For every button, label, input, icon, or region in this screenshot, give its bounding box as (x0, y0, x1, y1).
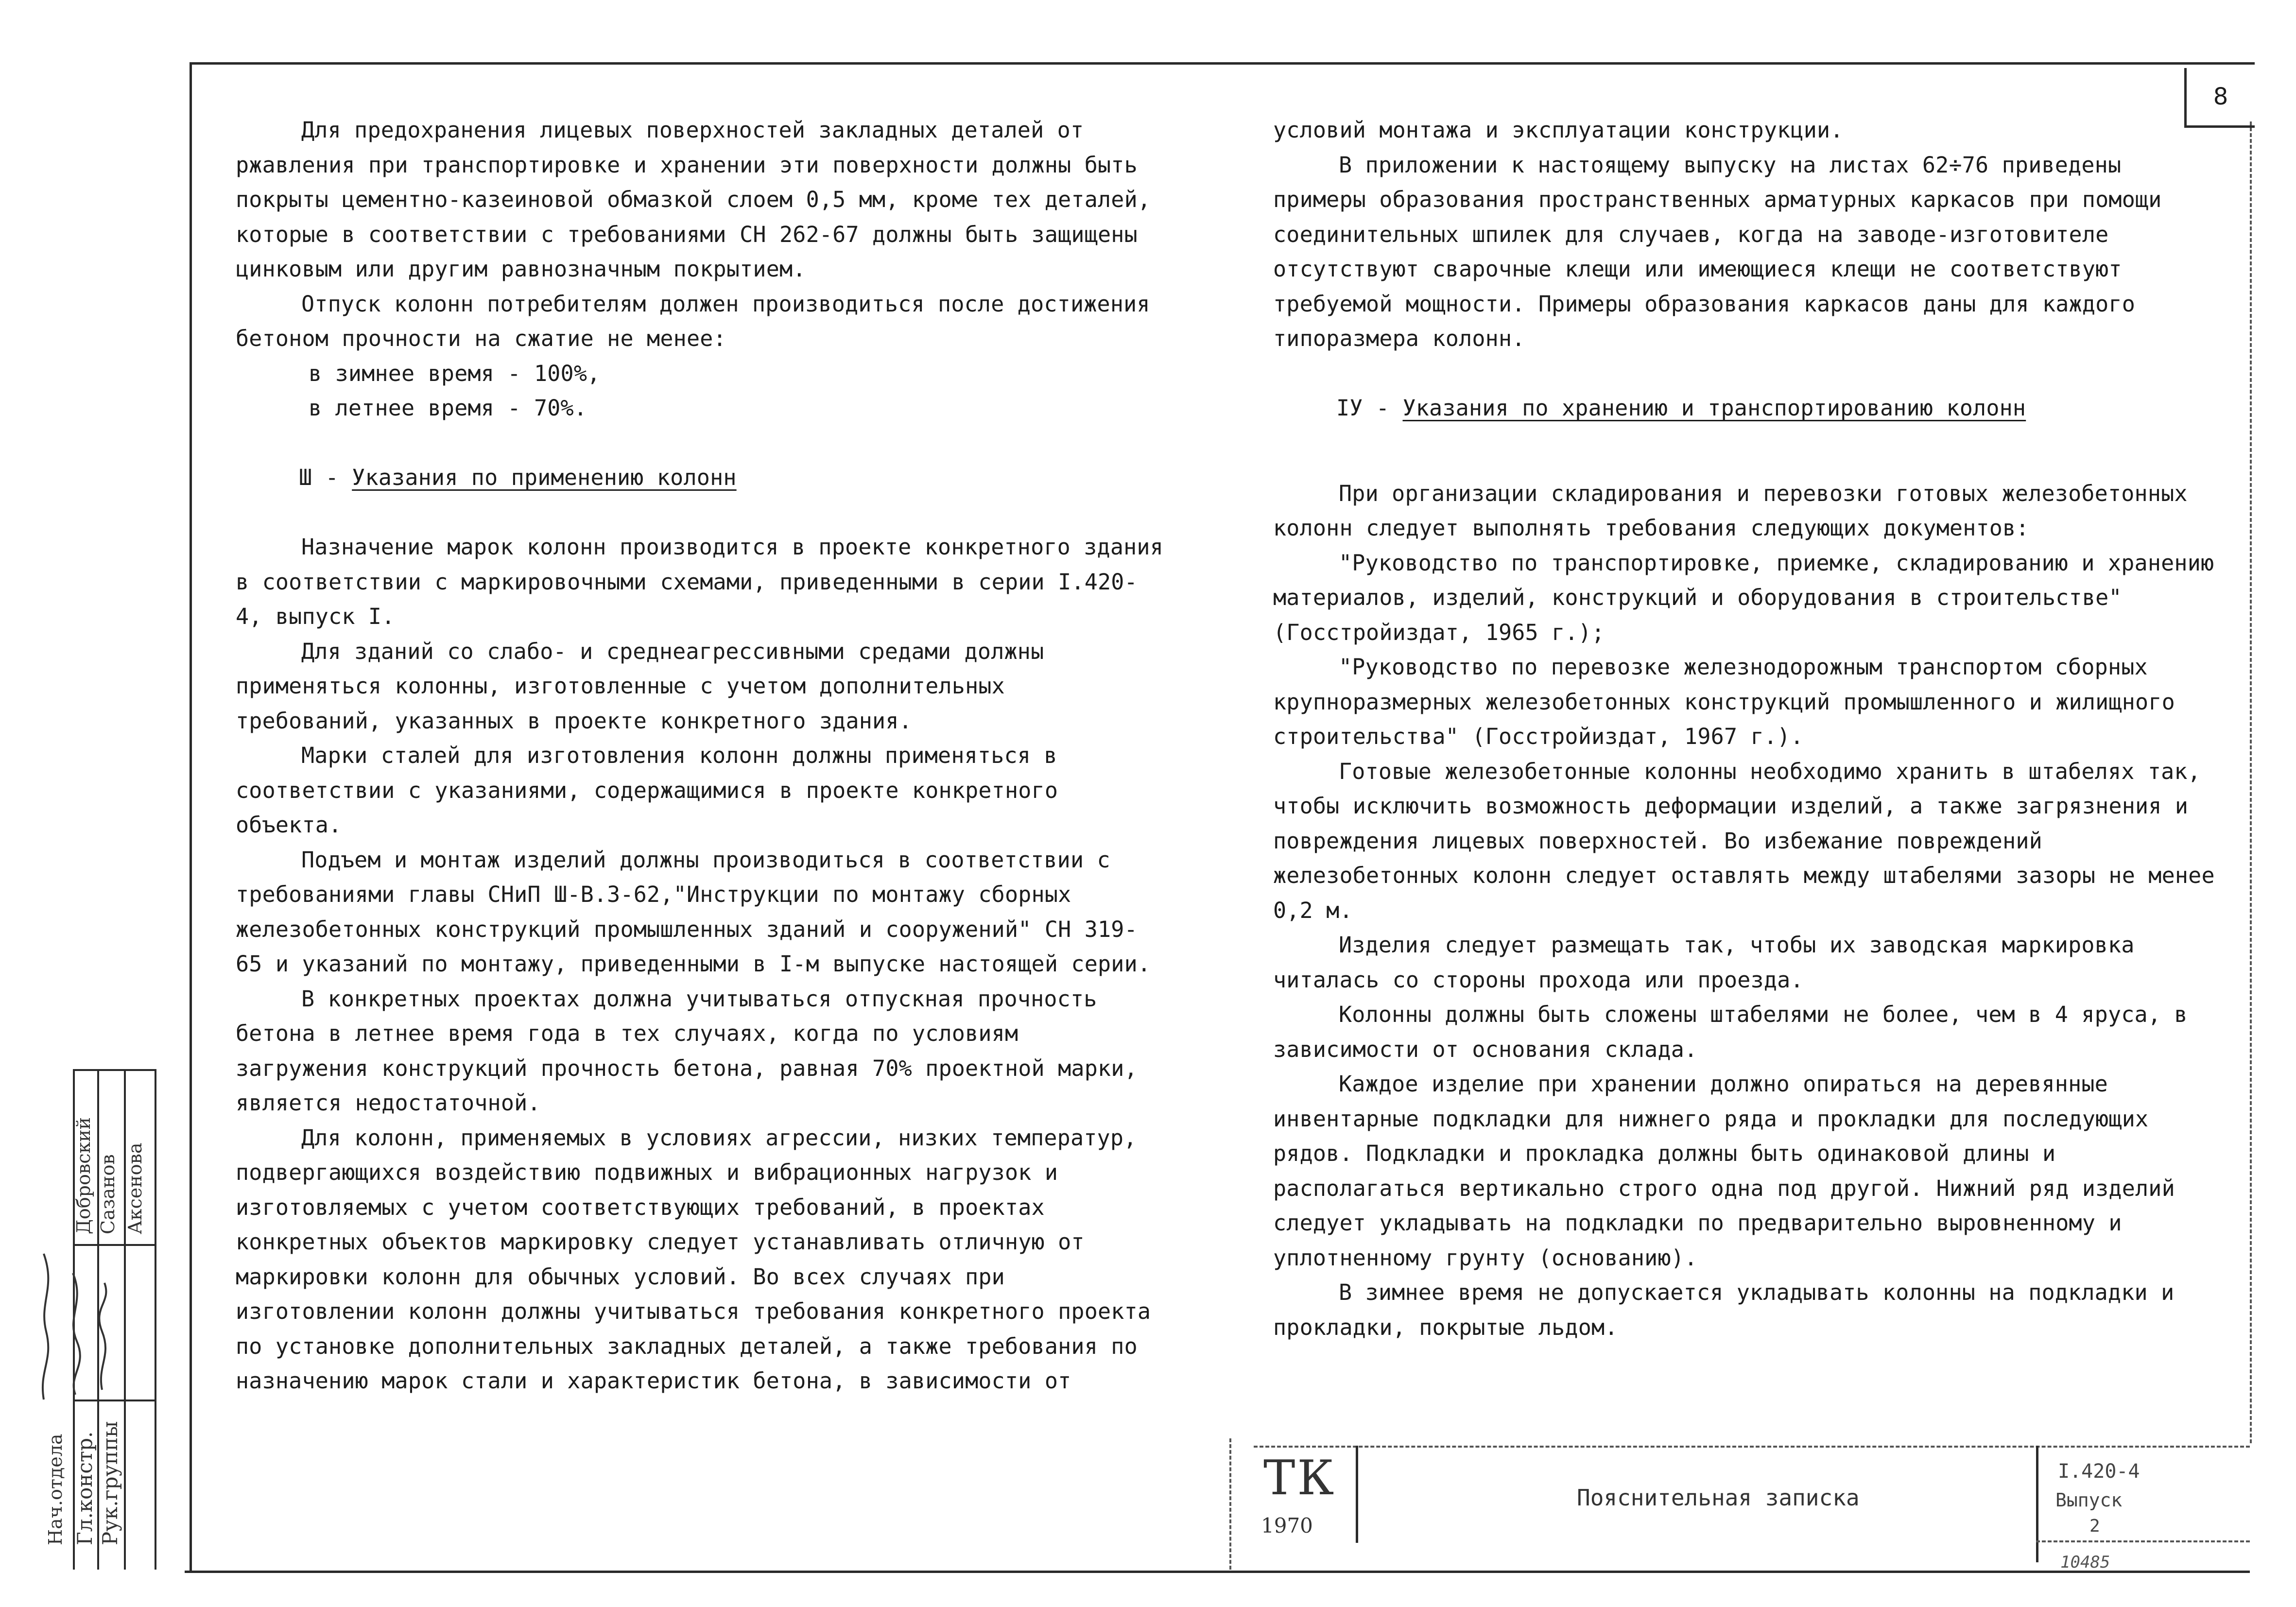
document-code: 10485 (2060, 1553, 2110, 1572)
left-text-column (236, 113, 1164, 1399)
stamp-role-2: Рук.группы (98, 1421, 122, 1545)
section-title: Указания по применению колонн (352, 465, 737, 490)
paragraph: условий монтажа и эксплуатации конструкции. (1273, 117, 1844, 143)
paragraph: Готовые железобетонные колонны необходимо хранить в штабелях так, чтобы исключить возможность деформации изделий, а также загрязнения и повреждения лицевых поверхностей. Во избежание повреждений железобетонных колонн следует оставлять между штабелями зазоры не менее 0,2 м. (1273, 758, 2215, 923)
spacer (236, 495, 1164, 530)
stamp-line-4 (155, 1069, 156, 1570)
paragraph: Каждое изделие при хранении должно опираться на деревянные инвентарные подкладки для нижнего ряда и прокладки для последующих рядов. Подкладки и прокладка должны быть одинаковой длины и располагаться вертикально строго одна под другой. Нижний ряд изделий следует укладывать на подкладки по предварительно выровненному и уплотненному грунту (основанию). (1273, 1071, 2175, 1271)
paragraph: "Руководство по транспортировке, приемке, складированию и хранению материалов, изделий, конструкций и оборудования в строительстве" (Госстройиздат, 1965 г.); (1273, 550, 2214, 645)
section-heading (236, 460, 1164, 495)
frame-bottom-line (185, 1571, 2250, 1573)
frame-top-line (190, 62, 2255, 65)
stamp-role-1: Гл.констр. (73, 1431, 97, 1545)
column-divider (1229, 1438, 1231, 1570)
paragraph: При организации складирования и перевозки готовых железобетонных колонн следует выполнять требования следующих документов: (1273, 480, 2188, 541)
paragraph: Для зданий со слабо- и среднеагрессивными средами должны применяться колонны, изготовленные с учетом дополнительных требований, указанных в проекте конкретного здания. (236, 638, 1044, 734)
section-number: Ш - (299, 465, 352, 490)
list-item: в летнее время - 70%. (309, 395, 587, 421)
title-block-top-line (1254, 1446, 2250, 1448)
spacer (236, 426, 1164, 461)
issue-number: 2 (2089, 1516, 2100, 1536)
title-block-divider-2 (2036, 1446, 2038, 1562)
right-text-column (1273, 113, 2226, 1345)
page-number: 8 (2184, 68, 2255, 128)
issue-label: Выпуск (2055, 1489, 2123, 1511)
frame-right-line (2250, 121, 2252, 1443)
paragraph: Для колонн, применяемых в условиях агрессии, низких температур, подвергающихся воздействию подвижных и вибрационных нагрузок и изготовляемых с учетом соответствующих требований, в проектах конкретных объектов маркировку следует устанавливать отличную от маркировки колонн для обычных условий. Во всех случаях при изготовлении колонн должны учитываться требования конкретного проекта по установке дополнительных закладных деталей, а также требования по назначению марок стали и характеристик бетона, в зависимости от (236, 1124, 1151, 1394)
stamp-signatures (29, 1244, 126, 1404)
stamp-name-2: Аксенова (124, 1142, 146, 1234)
series-number: I.420-4 (2058, 1460, 2140, 1483)
paragraph: В конкретных проектах должна учитываться отпускная прочность бетона в летнее время года в тех случаях, когда по условиям загружения конструкций прочность бетона, равная 70% проектной марки, является недостаточной. (236, 985, 1138, 1116)
paragraph: "Руководство по перевозке железнодорожным транспортом сборных крупноразмерных железобетонных конструкций промышленного и жилищного строительства" (Госстройиздат, 1967 г.). (1273, 654, 2175, 749)
paragraph: Для предохранения лицевых поверхностей закладных деталей от ржавления при транспортировке и хранении эти поверхности должны быть покрыты цементно-казеиновой обмазкой слоем 0,5 мм, кроме тех деталей, которые в соответствии с требованиями СН 262-67 должны быть защищены цинковым или другим равнозначным покрытием. (236, 117, 1151, 282)
paragraph: Колонны должны быть сложены штабелями не более, чем в 4 яруса, в зависимости от основания склада. (1273, 1002, 2188, 1062)
paragraph: Изделия следует размещать так, чтобы их заводская маркировка читалась со стороны прохода или проезда. (1273, 932, 2135, 993)
year-label: 1970 (1261, 1514, 1313, 1538)
stamp-role-top: Нач.отдела (45, 1434, 66, 1545)
frame-left-line (190, 62, 192, 1571)
title-block-mid-line (2036, 1540, 2250, 1542)
paragraph: В приложении к настоящему выпуску на листах 62÷76 приведены примеры образования пространственных арматурных каркасов при помощи соединительных шпилек для случаев, когда на заводе-изготовителе отсутствуют сварочные клещи или имеющиеся клещи не соответствуют требуемой мощности. Примеры образования каркасов даны для каждого типоразмера колонн. (1273, 152, 2162, 351)
stamp-line-5 (73, 1069, 155, 1071)
document-title: Пояснительная записка (1577, 1485, 1860, 1511)
stamp-name-top: Добровский (73, 1117, 94, 1234)
paragraph: Отпуск колонн потребителям должен производиться после достижения бетоном прочности на сжатие не менее: (236, 291, 1150, 351)
list-item: в зимнее время - 100%, (309, 360, 601, 386)
paragraph: Марки сталей для изготовления колонн должны применяться в соответствии с указаниями, содержащимися в проекте конкретного объекта. (236, 743, 1058, 838)
paragraph: В зимнее время не допускается укладывать колонны на подкладки и прокладки, покрытые льдом. (1273, 1279, 2175, 1340)
paragraph: Подъем и монтаж изделий должны производиться в соответствии с требованиями главы СНиП Ш-В.3-62,"Инструкции по монтажу сборных железобетонных конструкций промышленных зданий и сооружений" СН 319-65 и указаний по монтажу, приведенными в I-м выпуске настоящей серии. (236, 847, 1151, 977)
section-title: Указания по хранению и транспортированию колонн (1402, 395, 2026, 421)
spacer (1273, 426, 2226, 476)
section-heading (1273, 391, 2226, 426)
spacer (1273, 356, 2226, 391)
section-number: IУ - (1336, 395, 1403, 421)
paragraph: Назначение марок колонн производится в проекте конкретного здания в соответствии с маркировочными схемами, приведенными в серии I.420-4, выпуск I. (236, 534, 1163, 629)
title-block-divider-1 (1356, 1446, 1358, 1543)
stamp-name-1: Сазанов (97, 1154, 119, 1234)
org-mark: ТК (1263, 1451, 1336, 1506)
